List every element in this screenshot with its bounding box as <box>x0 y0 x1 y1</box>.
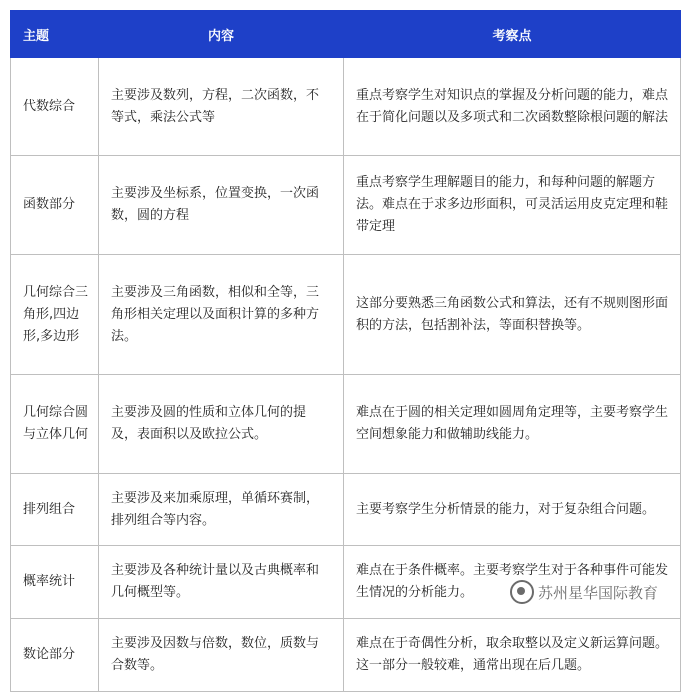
row-topic: 概率统计 <box>11 546 99 619</box>
row-content: 主要涉及各种统计量以及古典概率和几何概型等。 <box>99 546 344 619</box>
row-topic: 函数部分 <box>11 156 99 255</box>
row-point: 这部分要熟悉三角函数公式和算法，还有不规则图形面积的方法，包括割补法，等面积替换等。 <box>344 255 681 375</box>
watermark <box>510 580 658 604</box>
header-topic: 主题 <box>11 11 99 58</box>
row-point: 难点在于条件概率。主要考察学生对于各种事件可能发生情况的分析能力。 <box>344 546 681 619</box>
header-content: 内容 <box>99 11 344 58</box>
row-point: 难点在于奇偶性分析，取余取整以及定义新运算问题。这一部分一般较难，通常出现在后几题。 <box>344 619 681 692</box>
row-point: 重点考察学生对知识点的掌握及分析问题的能力，难点在于简化问题以及多项式和二次函数整除根问题的解法 <box>344 58 681 156</box>
row-content: 主要涉及三角函数，相似和全等，三角形相关定理以及面积计算的多种方法。 <box>99 255 344 375</box>
watermark-text: 苏州星华国际教育 <box>538 583 659 602</box>
row-content: 主要涉及坐标系，位置变换，一次函数，圆的方程 <box>99 156 344 255</box>
row-content: 主要涉及圆的性质和立体几何的提及，表面积以及欧拉公式。 <box>99 375 344 474</box>
table-row <box>11 375 681 474</box>
wechat-logo-icon <box>510 580 534 604</box>
row-topic: 几何综合圆与立体几何 <box>11 375 99 474</box>
row-content: 主要涉及数列，方程，二次函数，不等式，乘法公式等 <box>99 58 344 156</box>
table-row <box>11 156 681 255</box>
header-point: 考察点 <box>344 11 681 58</box>
table-row <box>11 255 681 375</box>
table-row <box>11 58 681 156</box>
row-topic: 几何综合三角形,四边形,多边形 <box>11 255 99 375</box>
row-point: 主要考察学生分析情景的能力，对于复杂组合问题。 <box>344 474 681 546</box>
row-point: 难点在于圆的相关定理如圆周角定理等，主要考察学生空间想象能力和做辅助线能力。 <box>344 375 681 474</box>
row-topic: 代数综合 <box>11 58 99 156</box>
row-topic: 排列组合 <box>11 474 99 546</box>
row-topic: 数论部分 <box>11 619 99 692</box>
row-point: 重点考察学生理解题目的能力，和每种问题的解题方法。难点在于求多边形面积，可灵活运用皮克定理和鞋带定理 <box>344 156 681 255</box>
row-content: 主要涉及来加乘原理，单循环赛制，排列组合等内容。 <box>99 474 344 546</box>
table-row <box>11 474 681 546</box>
table-row <box>11 619 681 692</box>
row-content: 主要涉及因数与倍数，数位，质数与合数等。 <box>99 619 344 692</box>
header-row <box>11 11 681 58</box>
